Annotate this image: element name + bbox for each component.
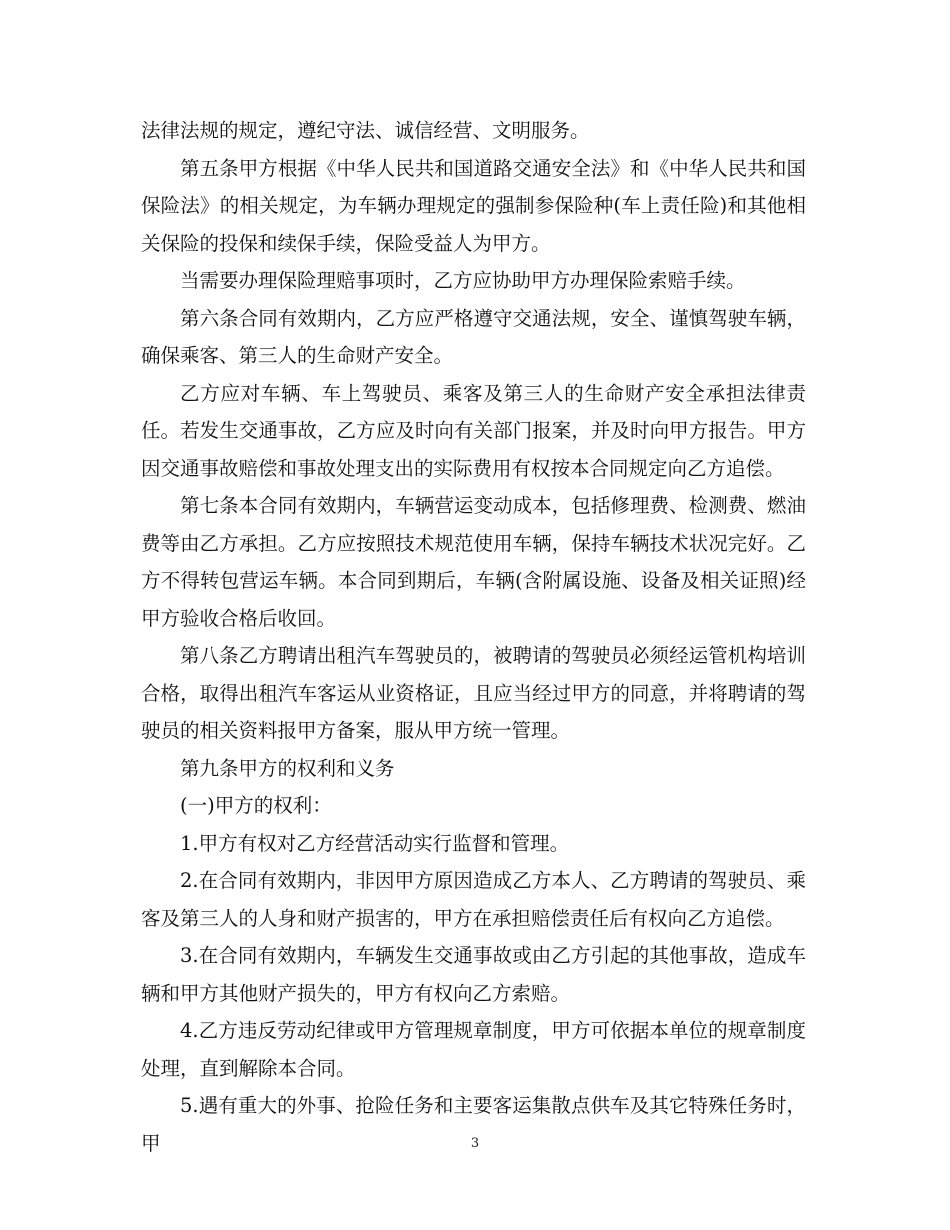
paragraph-right-1: 1.甲方有权对乙方经营活动实行监督和管理。 [180,831,570,855]
document-body [141,112,806,1162]
paragraph-article-5: 第五条甲方根据《中华人民共和国道路交通安全法》和《中华人民共和国保险法》的相关规定，为车辆办理规定的强制参保险种(车上责任险)和其他相关保险的投保和续保手续，保险受益人为甲方。 [141,156,806,255]
paragraph-insurance-claim: 当需要办理保险理赔事项时，乙方应协助甲方办理保险索赔手续。 [180,269,746,292]
paragraph-article-7: 第七条本合同有效期内，车辆营运变动成本，包括修理费、检测费、燃油费等由乙方承担。乙方应按照技术规范使用车辆，保持车辆技术状况完好。乙方不得转包营运车辆。本合同到期后，车辆(含附属设施、设备及相关证照)经甲方验收合格后收回。 [141,494,806,630]
paragraph-article-8: 第八条乙方聘请出租汽车驾驶员的，被聘请的驾驶员必须经运管机构培训合格，取得出租汽车客运从业资格证，且应当经过甲方的同意，并将聘请的驾驶员的相关资料报甲方备案，服从甲方统一管理。 [141,644,806,742]
paragraph-continuation: 法律法规的规定，遵纪守法、诚信经营、文明服务。 [141,119,590,142]
paragraph-article-9-heading: 第九条甲方的权利和义务 [180,756,395,780]
paragraph-right-3: 3.在合同有效期内，车辆发生交通事故或由乙方引起的其他事故，造成车辆和甲方其他财产损失的，甲方有权向乙方索赔。 [141,944,806,1005]
paragraph-article-6: 第六条合同有效期内，乙方应严格遵守交通法规，安全、谨慎驾驶车辆，确保乘客、第三人的生命财产安全。 [141,306,806,367]
paragraph-liability: 乙方应对车辆、车上驾驶员、乘客及第三人的生命财产安全承担法律责任。若发生交通事故，乙方应及时向有关部门报案，并及时向甲方报告。甲方因交通事故赔偿和事故处理支出的实际费用有权按本合同规定向乙方追偿。 [141,381,806,480]
paragraph-right-4: 4.乙方违反劳动纪律或甲方管理规章制度，甲方可依据本单位的规章制度处理，直到解除本合同。 [141,1019,806,1080]
paragraph-right-2: 2.在合同有效期内，非因甲方原因造成乙方本人、乙方聘请的驾驶员、乘客及第三人的人身和财产损害的，甲方在承担赔偿责任后有权向乙方追偿。 [141,869,806,930]
paragraph-party-a-rights-heading: (一)甲方的权利： [180,794,332,817]
paragraph-right-5: 5.遇有重大的外事、抢险任务和主要客运集散点供车及其它特殊任务时，甲 [141,1094,806,1155]
page-number: 3 [470,1136,480,1151]
